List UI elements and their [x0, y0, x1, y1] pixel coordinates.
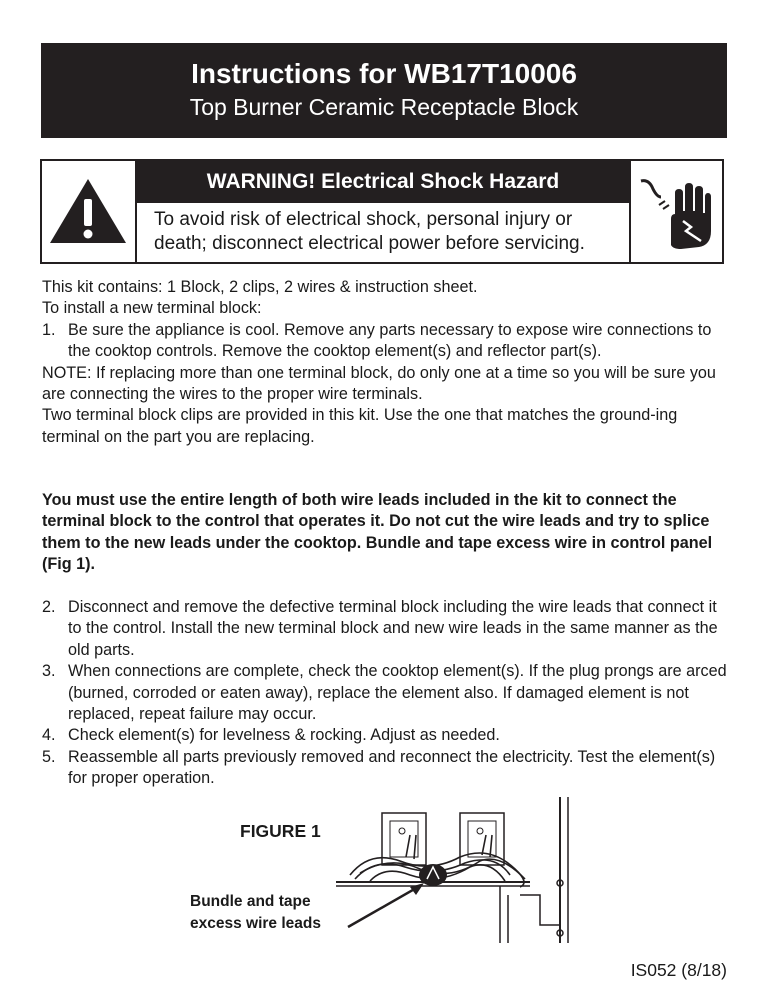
list-item: 1. Be sure the appliance is cool. Remove any parts necessary to expose wire connections to the cooktop controls. Remove the cooktop element(s) and reflector part(s).	[42, 320, 712, 361]
wire-bundle-figure	[330, 795, 580, 945]
install-lead: To install a new terminal block:	[42, 299, 262, 318]
page-subtitle: Top Burner Ceramic Receptacle Block	[189, 94, 579, 120]
kit-contents: This kit contains: 1 Block, 2 clips, 2 wires & instruction sheet.	[42, 278, 478, 296]
warning-box	[40, 159, 724, 264]
warning-icon-cell	[42, 161, 137, 262]
warning-heading: WARNING! Electrical Shock Hazard	[137, 161, 629, 203]
list-item: 4. Check element(s) for levelness & rocking. Adjust as needed.	[42, 726, 500, 745]
page-title: Instructions for WB17T10006	[191, 58, 577, 89]
shock-icon-cell	[629, 161, 722, 262]
electric-shock-hand-icon	[631, 161, 722, 262]
clips-note: Two terminal block clips are provided in this kit. Use the one that matches the ground-ing terminal on the part you are replacing.	[42, 406, 678, 446]
figure-label: FIGURE 1	[240, 821, 321, 841]
warning-message	[154, 208, 624, 256]
list-item: 2. Disconnect and remove the defective terminal block including the wire leads that connect it to the control. Install the new terminal block and new wire leads in the same manner as the old parts.	[42, 598, 718, 659]
list-item: 3. When connections are complete, check the cooktop element(s). If the plug prongs are arced (burned, corroded or eaten away), replace the element also. If damaged element is not replaced, repeat failure may occur.	[42, 662, 727, 724]
bold-instruction: You must use the entire length of both wire leads included in the kit to connect the terminal block to the control that operates it. Do not cut the wire leads and try to splice them to the new leads under the cooktop. Bundle and tape excess wire in control panel (Fig 1).	[42, 491, 713, 574]
list-item: 5. Reassemble all parts previously removed and reconnect the electricity. Test the element(s) for proper operation.	[42, 747, 716, 788]
note-text: NOTE: If replacing more than one terminal block, do only one at a time so you will be sure you are connecting the wires to the proper wire terminals.	[42, 363, 716, 404]
intro-section	[42, 277, 732, 448]
warning-line-2: death; disconnect electrical power before servicing.	[154, 233, 585, 254]
steps-list	[42, 597, 732, 790]
title-banner	[41, 43, 727, 138]
warning-line-1: To avoid risk of electrical shock, personal injury or	[154, 209, 573, 230]
warning-triangle-icon	[42, 161, 135, 262]
figure-caption: Bundle and tape excess wire leads	[190, 893, 321, 932]
document-code: IS052 (8/18)	[630, 960, 727, 980]
